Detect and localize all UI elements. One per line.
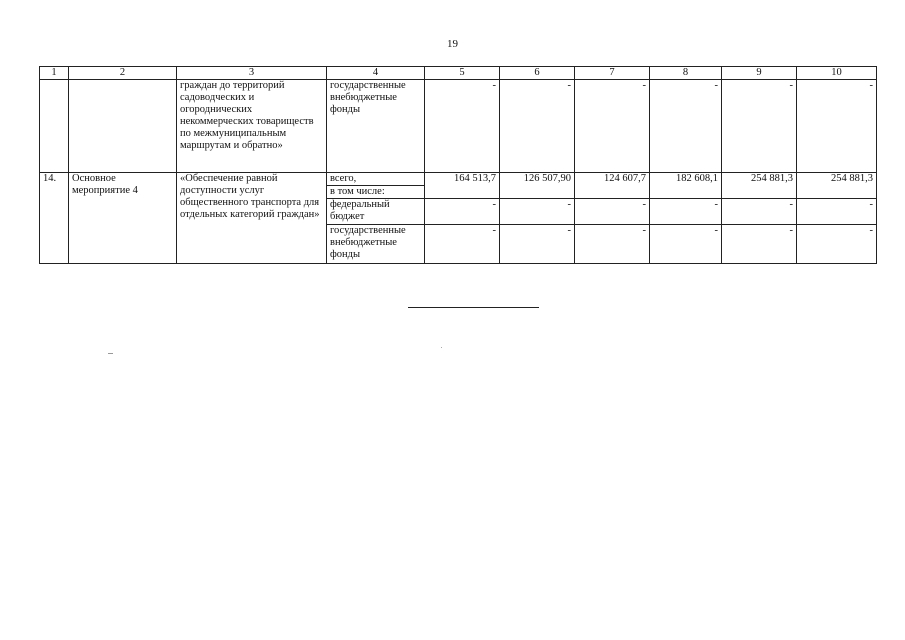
value-cell: -	[425, 80, 500, 173]
row-name-cell: Основное мероприятие 4	[69, 173, 177, 264]
row-number-cell: 14.	[40, 173, 69, 264]
column-header: 9	[722, 67, 797, 80]
end-of-document-rule	[408, 307, 539, 308]
column-header: 8	[650, 67, 722, 80]
value-cell: 124 607,7	[575, 173, 650, 199]
row-description-cell: «Обеспечение равной доступности услуг общественного транспорта для отдельных категорий граждан»	[177, 173, 327, 264]
value-cell: -	[575, 199, 650, 225]
column-header: 4	[327, 67, 425, 80]
value-cell: -	[722, 225, 797, 264]
row-number-cell	[40, 80, 69, 173]
column-header: 1	[40, 67, 69, 80]
value-cell: 164 513,7	[425, 173, 500, 199]
value-cell: -	[500, 199, 575, 225]
value-cell: -	[425, 199, 500, 225]
scan-artifact	[108, 353, 113, 354]
funding-source-cell: государственные внебюджетные фонды	[327, 225, 425, 264]
scan-artifact	[441, 347, 442, 348]
value-cell: -	[575, 80, 650, 173]
value-cell: -	[797, 225, 877, 264]
value-cell: 126 507,90	[500, 173, 575, 199]
value-cell: -	[500, 80, 575, 173]
value-cell: -	[500, 225, 575, 264]
row-name-cell	[69, 80, 177, 173]
column-header: 7	[575, 67, 650, 80]
table-row	[40, 173, 877, 186]
column-header: 2	[69, 67, 177, 80]
value-cell: -	[575, 225, 650, 264]
value-cell: -	[425, 225, 500, 264]
value-cell: 254 881,3	[722, 173, 797, 199]
value-cell: -	[797, 199, 877, 225]
budget-table	[39, 66, 877, 264]
funding-source-cell: государственные внебюджетные фонды	[327, 80, 425, 173]
value-cell: -	[650, 80, 722, 173]
column-header: 10	[797, 67, 877, 80]
column-header: 6	[500, 67, 575, 80]
funding-source-cell: в том числе:	[327, 186, 425, 199]
value-cell: 182 608,1	[650, 173, 722, 199]
column-header: 3	[177, 67, 327, 80]
value-cell: 254 881,3	[797, 173, 877, 199]
value-cell: -	[722, 80, 797, 173]
row-description-cell: граждан до территорий садоводческих и огороднических некоммерческих товариществ по межмуниципальным маршрутам и обратно»	[177, 80, 327, 173]
page-number: 19	[447, 38, 458, 50]
value-cell: -	[797, 80, 877, 173]
value-cell: -	[650, 225, 722, 264]
value-cell: -	[722, 199, 797, 225]
funding-source-cell: всего,	[327, 173, 425, 186]
column-header: 5	[425, 67, 500, 80]
table-header-row	[40, 67, 877, 80]
table-row-continued	[40, 80, 877, 173]
funding-source-cell: федеральный бюджет	[327, 199, 425, 225]
value-cell: -	[650, 199, 722, 225]
